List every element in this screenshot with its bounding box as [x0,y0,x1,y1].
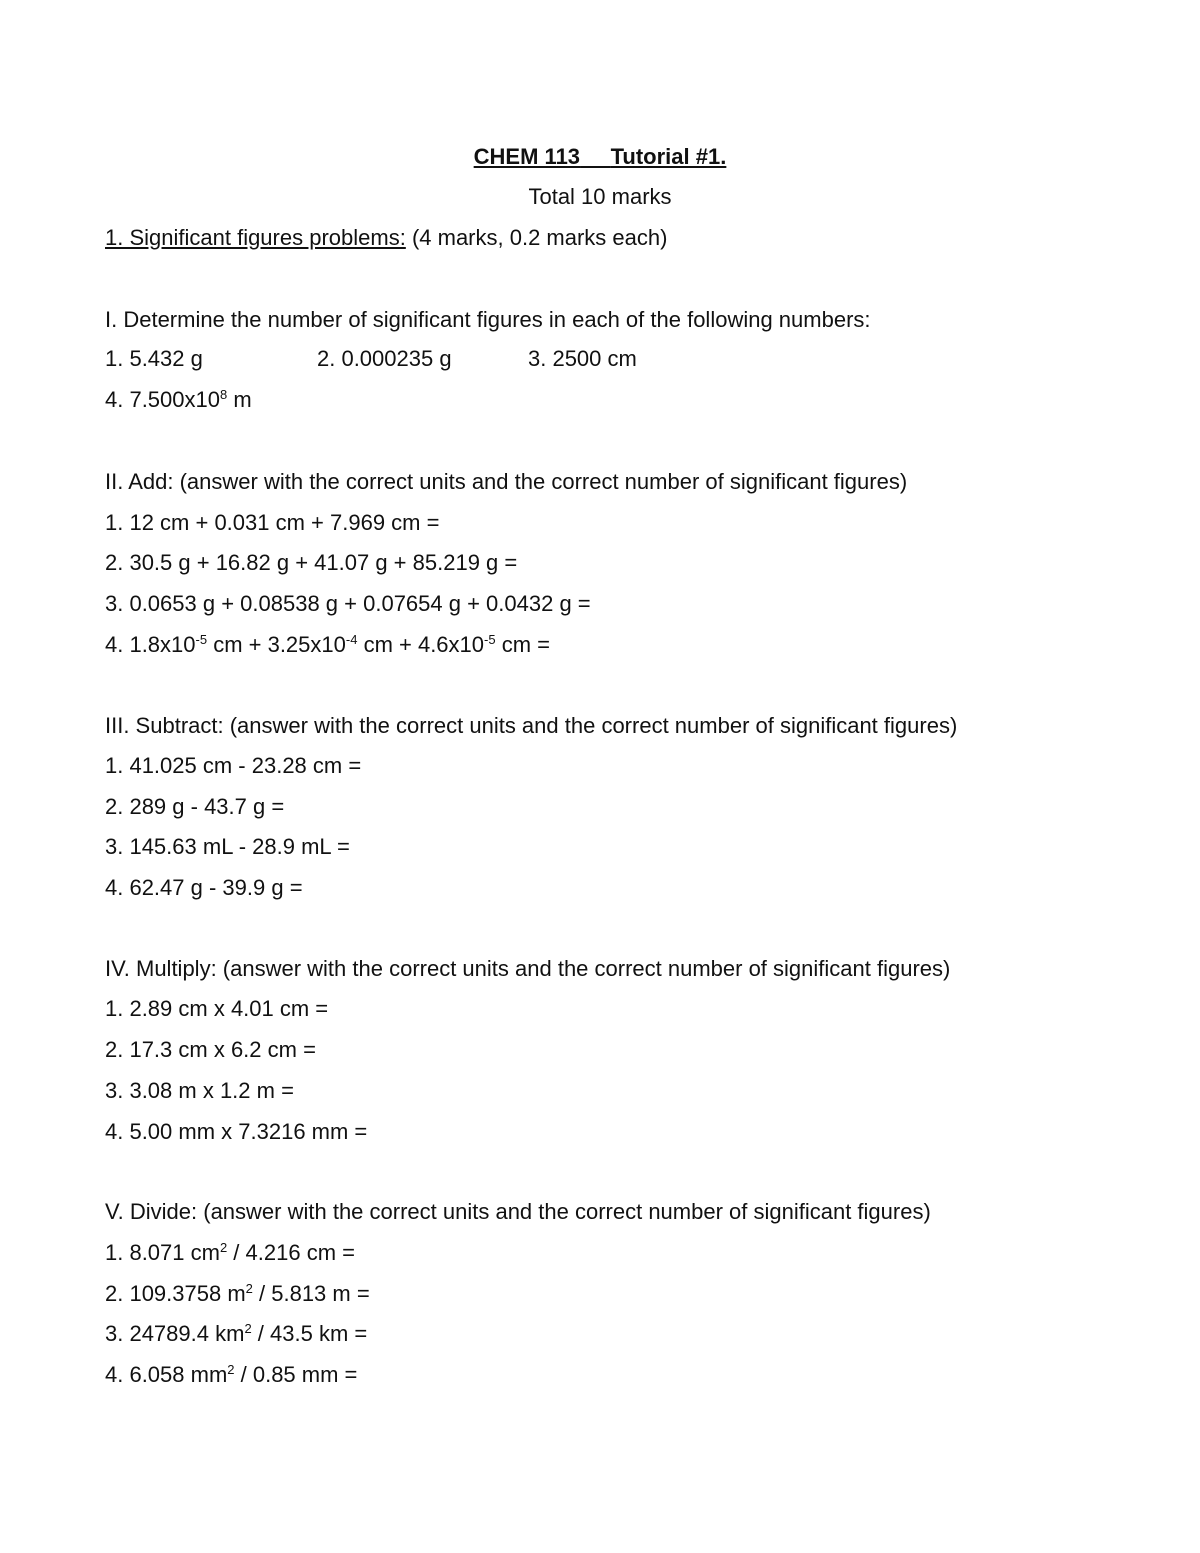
q4-exponent: 2 [227,1362,235,1377]
section-2-heading: II. Add: (answer with the correct units and the correct number of significant figures) [105,469,908,494]
q4-exp-a: -5 [195,632,208,647]
section-1-question-2: 2. 0.000235 g [317,346,452,371]
section-1-heading: I. Determine the number of significant figures in each of the following numbers: [105,307,871,332]
q4-exp-b: -4 [345,632,358,647]
part-marks-note: (4 marks, 0.2 marks each) [405,225,668,250]
section-1-question-3: 3. 2500 cm [528,346,637,371]
q4-part-a: 4. 1.8x10 [105,632,196,657]
part-heading [105,225,667,251]
q4-exponent: 8 [219,387,228,402]
q2-part-a: 2. 109.3758 m [105,1281,246,1306]
q1-exponent: 2 [219,1240,228,1255]
section-2-question-2: 2. 30.5 g + 16.82 g + 41.07 g + 85.219 g = [105,550,518,575]
tutorial-number: Tutorial #1. [610,144,727,169]
q4-part-d: cm = [495,632,550,657]
section-2-question-4 [105,632,550,658]
section-5-heading: V. Divide: (answer with the correct units and the correct number of significant figures) [105,1199,931,1224]
document-title [0,144,1200,170]
section-4-question-3: 3. 3.08 m x 1.2 m = [105,1078,294,1103]
section-4-question-1: 1. 2.89 cm x 4.01 cm = [105,996,329,1021]
section-5-question-1 [105,1240,355,1266]
section-5-question-3 [105,1321,367,1347]
q3-exponent: 2 [244,1321,252,1336]
q2-exponent: 2 [245,1281,253,1296]
q4-base: 4. 7.500x10 [105,387,220,412]
section-1-row [105,346,1105,372]
section-2-question-1: 1. 12 cm + 0.031 cm + 7.969 cm = [105,510,440,535]
section-3-question-2: 2. 289 g - 43.7 g = [105,794,285,819]
section-3-question-3: 3. 145.63 mL - 28.9 mL = [105,834,350,859]
q4-unit: m [227,387,252,412]
q3-part-b: / 43.5 km = [251,1321,368,1346]
title-spacer [580,144,611,169]
section-5-question-2 [105,1281,370,1307]
course-code: CHEM 113 [473,144,581,169]
section-3-question-4: 4. 62.47 g - 39.9 g = [105,875,303,900]
total-marks: Total 10 marks [528,184,672,209]
section-1-question-1: 1. 5.432 g [105,346,203,371]
section-1-question-4 [105,387,252,413]
section-4-question-2: 2. 17.3 cm x 6.2 cm = [105,1037,316,1062]
section-2-question-3: 3. 0.0653 g + 0.08538 g + 0.07654 g + 0.0432 g = [105,591,591,616]
q2-part-b: / 5.813 m = [252,1281,370,1306]
q4-part-b: cm + 3.25x10 [207,632,346,657]
section-3-question-1: 1. 41.025 cm - 23.28 cm = [105,753,362,778]
section-5-question-4 [105,1362,357,1388]
q4-part-c: cm + 4.6x10 [357,632,485,657]
q1-part-b: / 4.216 cm = [227,1240,355,1265]
q4-exp-c: -5 [484,632,496,647]
section-3-heading: III. Subtract: (answer with the correct units and the correct number of significant figures) [105,713,958,738]
section-4-heading: IV. Multiply: (answer with the correct units and the correct number of significant figures) [105,956,951,981]
part-title: 1. Significant figures problems: [105,225,406,250]
q4-part-a: 4. 6.058 mm [105,1362,228,1387]
q1-part-a: 1. 8.071 cm [105,1240,220,1265]
q4-part-b: / 0.85 mm = [234,1362,358,1387]
section-4-question-4: 4. 5.00 mm x 7.3216 mm = [105,1119,368,1144]
q3-part-a: 3. 24789.4 km [105,1321,245,1346]
